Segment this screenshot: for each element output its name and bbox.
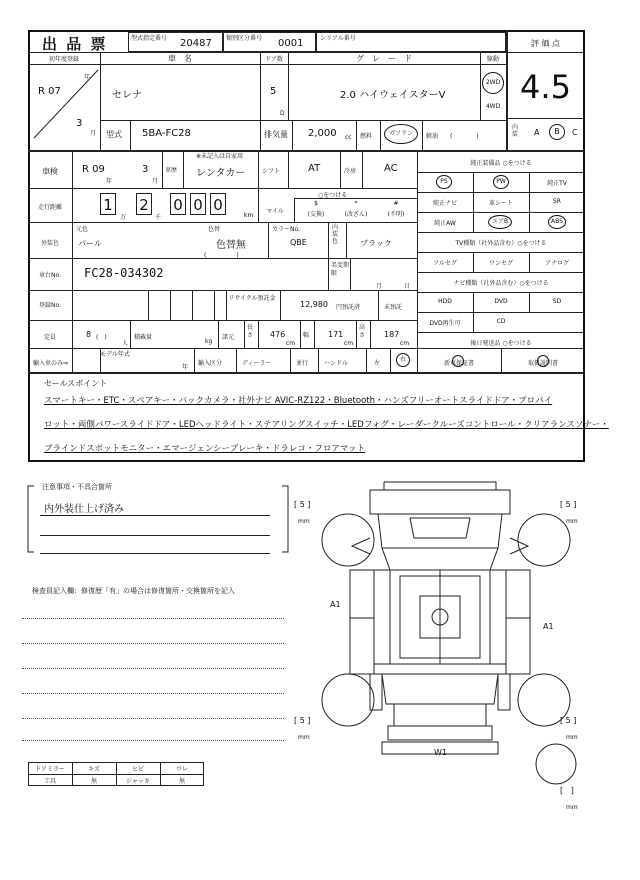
capacity: 8 (86, 330, 92, 339)
interior-b-circled: B (549, 124, 565, 140)
recycle-fee: 12,980 (300, 300, 328, 309)
width: 171 (328, 330, 344, 339)
shaken-era: R 09 (82, 164, 105, 175)
tread-front-right: [ 5 ] (560, 500, 577, 509)
w1-marker: W1 (434, 748, 447, 757)
score-value: 4.5 (520, 68, 571, 106)
tread-rear-left: [ 5 ] (294, 716, 311, 725)
mileage-digit-3: 0 (170, 193, 186, 215)
equip-pw-circled: PW (493, 175, 509, 189)
drive-2wd-circled: 2WD (482, 72, 504, 94)
sales-line-1: スマートキー・ETC・スペアキー・バックカメラ・社外ナビ AVIC-RZ122・Bluetooth・ハンズフリーオートスライドドア・プロパイ (44, 396, 553, 406)
car-history: レンタカー (196, 168, 246, 179)
equip-abs-circled: ABS (548, 215, 566, 229)
tread-rear-right: [ 5 ] (560, 716, 577, 725)
first-reg-month: 3 (76, 118, 83, 129)
sales-line-3: ブラインドスポットモニター・エマージェンシーブレーキ・ドラレコ・フロアマット (44, 444, 366, 454)
equip-airbag-circled: エアB (488, 215, 512, 229)
notes-bracket (26, 480, 290, 560)
original-color: パール (78, 239, 102, 248)
mileage-digit-1: 1 (100, 193, 116, 215)
tread-front-left: [ 5 ] (294, 500, 311, 509)
first-reg-era: R 07 (38, 86, 61, 97)
chassis-number: FC28-034302 (84, 266, 164, 280)
grade: 2.0 ハイウェイスターV (340, 90, 446, 101)
car-name: セレナ (112, 90, 142, 101)
fuel-gasoline-circled: ガソリン (384, 124, 418, 144)
displacement: 2,000 (308, 128, 337, 139)
sales-label: セールスポイント (44, 379, 108, 388)
form-title: 出 品 票 (42, 35, 108, 53)
air-conditioning: AC (384, 163, 398, 174)
color-change: 色替無 (216, 240, 246, 251)
post-manual-circled (537, 355, 549, 367)
cert-number: 20487 (180, 38, 212, 49)
mileage-digit-2: 2 (136, 193, 152, 215)
class-number: 0001 (278, 38, 304, 49)
mileage-digit-4: 0 (190, 193, 206, 215)
color-number: QBE (290, 238, 307, 247)
a1-right-marker: A1 (543, 622, 554, 631)
length: 476 (270, 330, 286, 339)
door-count: 5 (270, 86, 277, 97)
shaken-month: 3 (142, 164, 149, 175)
sales-line-2: ロット・両側パワースライドドア・LEDヘッドライト・ステアリングスイッチ・LEDフォグ・レーダークルーズコントロール・クリアランスソナー・ (44, 420, 609, 430)
interior-color: ブラック (360, 239, 392, 248)
score-label: 評 価 点 (530, 39, 561, 48)
post-warranty-circled (452, 355, 464, 367)
handle-right-circled: 右 (396, 353, 410, 367)
mileage-digit-5: 0 (210, 193, 226, 215)
height: 187 (384, 330, 400, 339)
model-type: 5BA-FC28 (142, 128, 191, 139)
shift: AT (308, 163, 321, 174)
equip-ps-circled: PS (436, 175, 452, 189)
notes-text: 内外装仕上げ済み (44, 504, 124, 515)
a1-left-marker: A1 (330, 600, 341, 609)
inspector-label: 検査員記入欄：修復歴「有」の場合は修復箇所・交換箇所を記入 (32, 587, 235, 595)
tread-spare: [ ] (560, 786, 574, 795)
car-diagram (290, 478, 590, 808)
